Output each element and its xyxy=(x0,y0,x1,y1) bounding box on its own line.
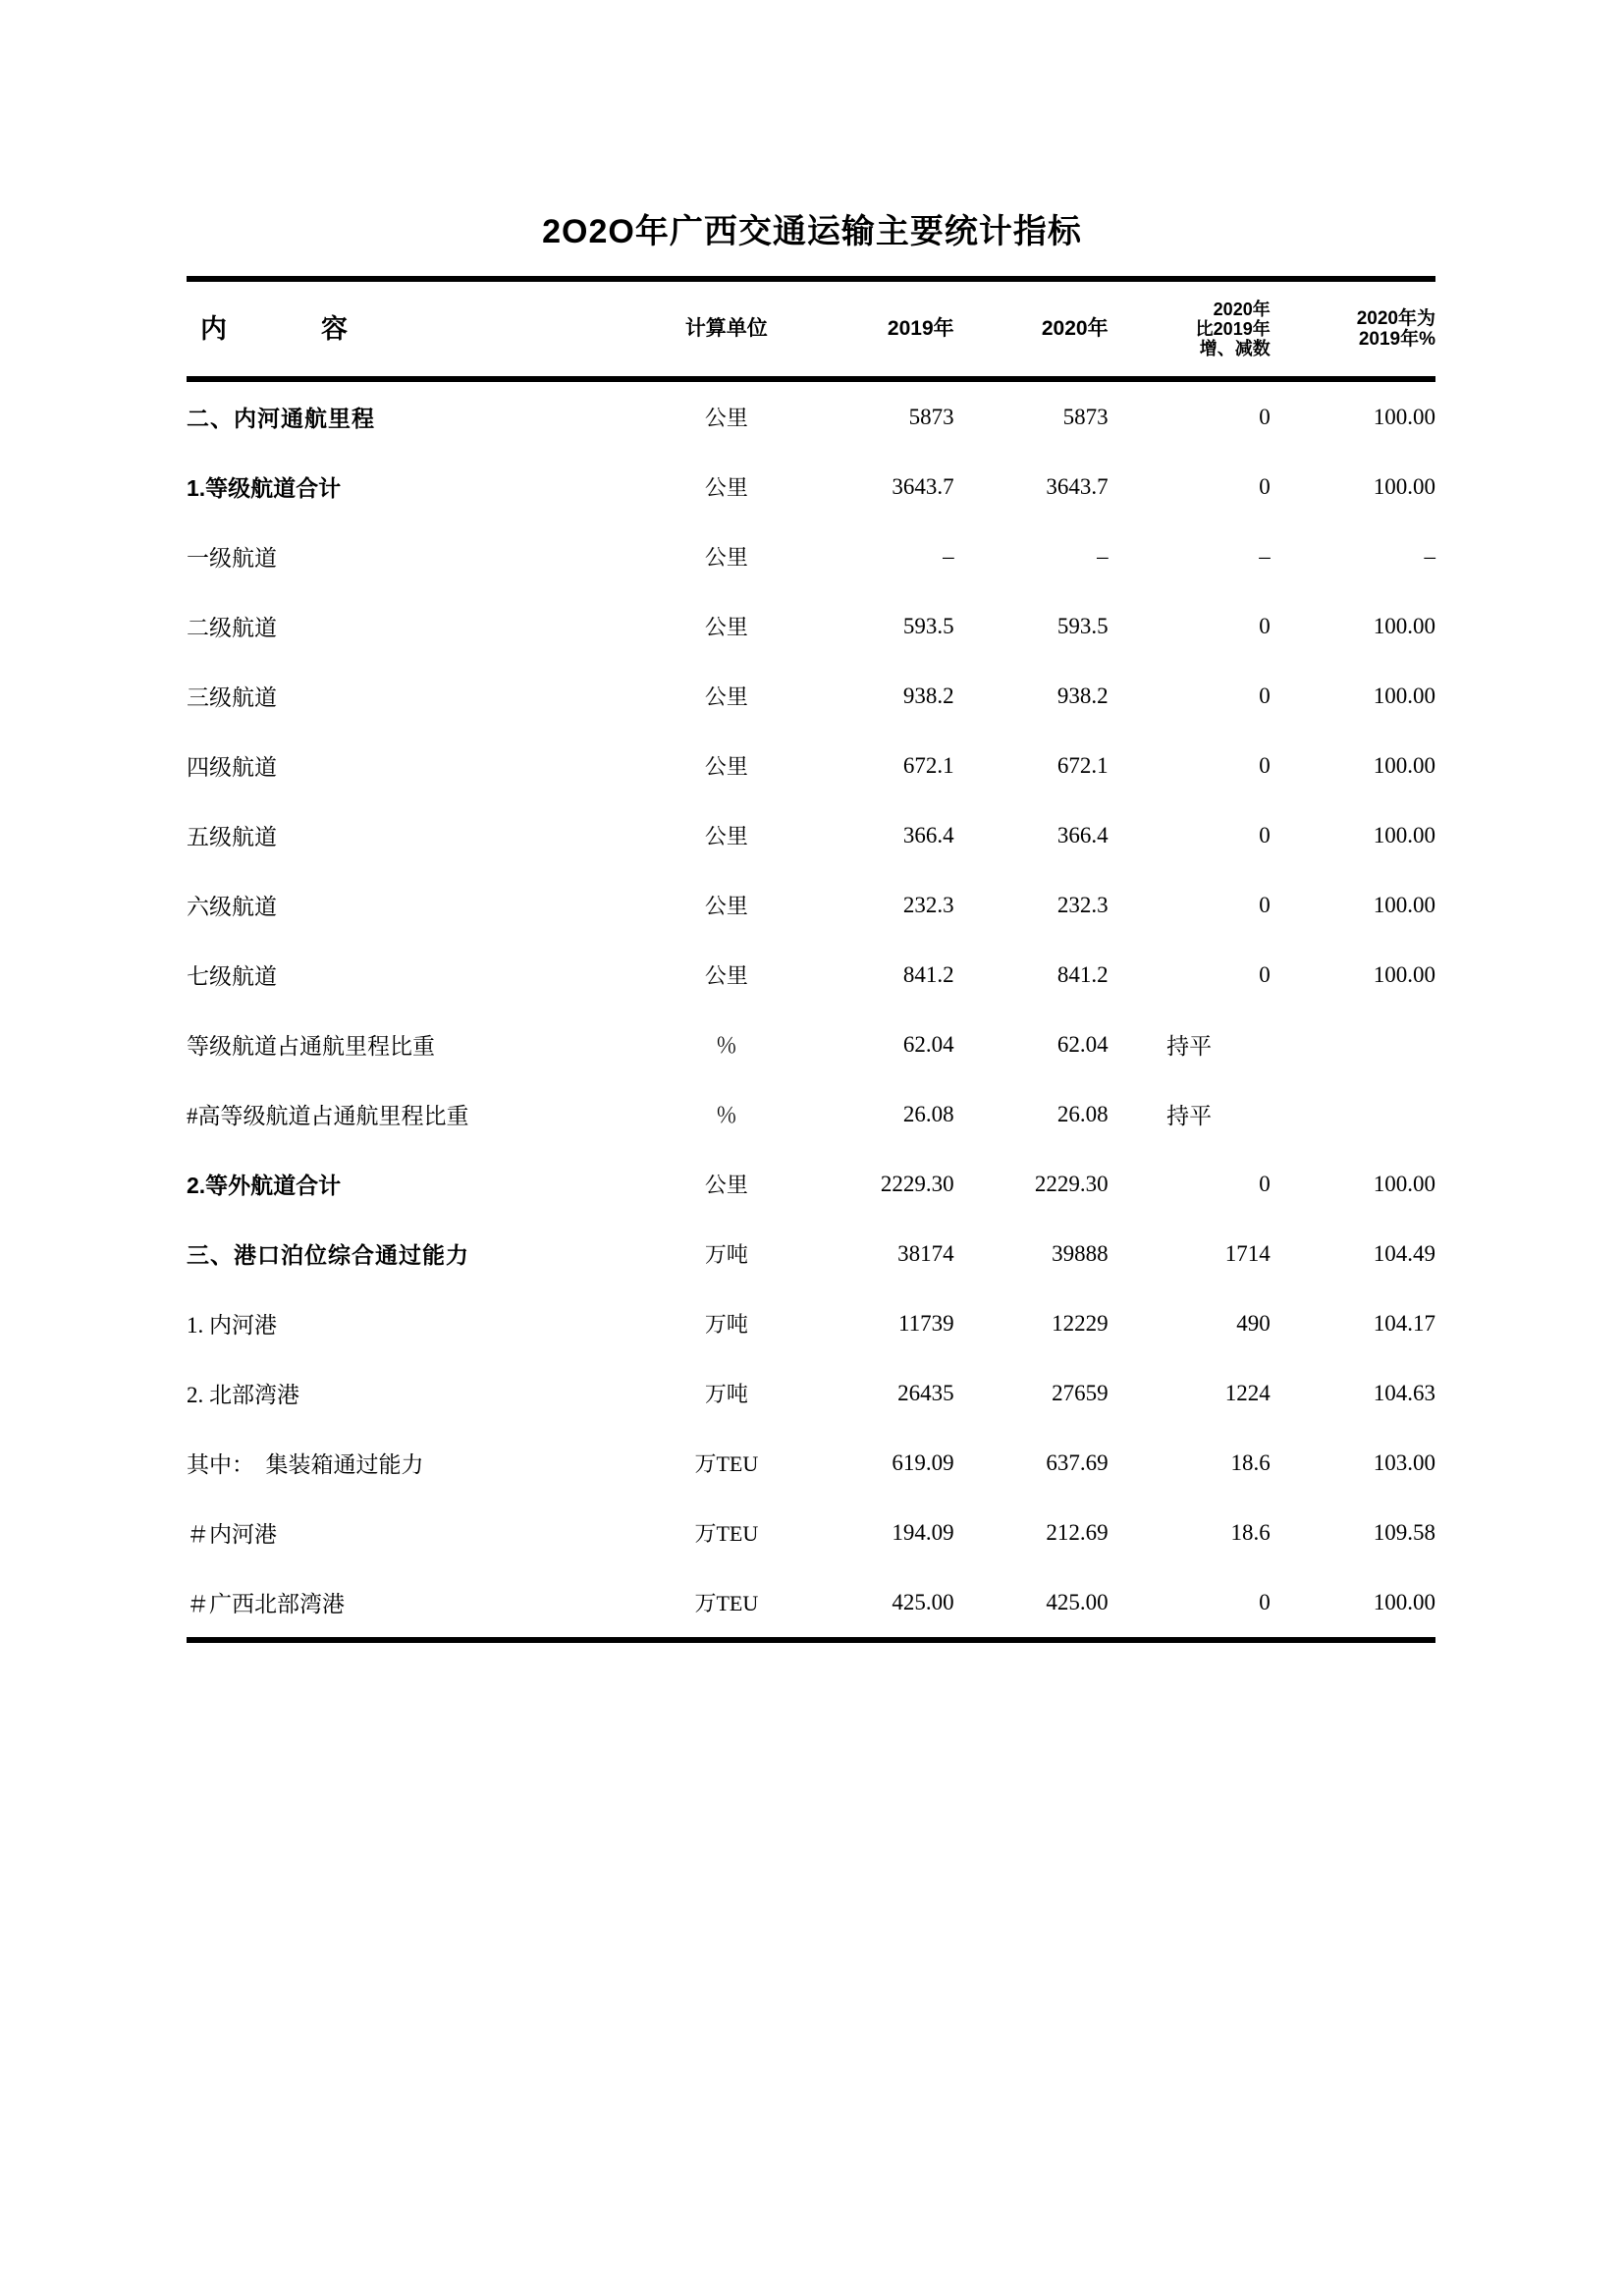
row-value-2020: 26.08 xyxy=(1056,1101,1109,1126)
row-value-2019: 38174 xyxy=(897,1240,954,1266)
row-value-2020: 366.4 xyxy=(1056,822,1109,847)
row-value-difference: 0 xyxy=(1259,822,1271,847)
row-unit: 公里 xyxy=(704,754,748,779)
row-label: 一级航道 xyxy=(187,546,277,571)
table-row xyxy=(187,1498,1435,1567)
table-row xyxy=(187,591,1435,661)
row-value-2019: 26.08 xyxy=(902,1101,954,1126)
row-label: 三级航道 xyxy=(187,685,277,710)
row-value-2019: 5873 xyxy=(908,404,954,429)
row-value-difference: – xyxy=(1259,543,1271,569)
header-unit: 计算单位 xyxy=(645,279,808,379)
table-row xyxy=(187,1010,1435,1079)
table-body xyxy=(187,379,1435,1640)
table-row xyxy=(187,1567,1435,1640)
row-label: 其中： 集装箱通过能力 xyxy=(187,1452,424,1477)
row-value-2020: 425.00 xyxy=(954,1567,1109,1640)
row-value-2020: 637.69 xyxy=(1046,1449,1109,1475)
header-difference-line-3: 增、减数 xyxy=(1199,339,1271,359)
row-label: 2. 北部湾港 xyxy=(187,1383,299,1407)
row-label: #高等级航道占通航里程比重 xyxy=(187,1104,469,1128)
row-value-2019: – xyxy=(943,543,954,569)
row-unit: 万TEU xyxy=(645,1567,808,1640)
row-label: 1.等级航道合计 xyxy=(187,475,342,501)
row-value-percent: 100.00 xyxy=(1271,1567,1435,1640)
row-unit: 万TEU xyxy=(694,1521,759,1546)
row-value-difference: 1714 xyxy=(1224,1240,1271,1266)
row-label: ＃内河港 xyxy=(187,1522,277,1547)
row-unit: 万吨 xyxy=(704,1382,748,1406)
row-value-2020: 62.04 xyxy=(1056,1031,1109,1057)
row-value-2020: 938.2 xyxy=(1056,683,1109,708)
page-title: 2O2O年广西交通运输主要统计指标 xyxy=(542,213,1082,250)
row-value-difference: 0 xyxy=(1259,961,1271,987)
row-value-2019: 26435 xyxy=(897,1380,954,1405)
row-value-2019: 3643.7 xyxy=(892,473,954,499)
row-value-2019: 366.4 xyxy=(902,822,954,847)
row-value-difference: 0 xyxy=(1259,404,1271,429)
row-value-2019: 194.09 xyxy=(892,1519,954,1545)
row-unit: 公里 xyxy=(704,406,748,430)
row-value-percent: 104.49 xyxy=(1373,1240,1435,1266)
header-content: 内 容 xyxy=(187,279,645,379)
row-label: 四级航道 xyxy=(187,755,277,780)
table-row xyxy=(187,1288,1435,1358)
row-value-difference: 持平 xyxy=(1166,1104,1213,1128)
row-label: 七级航道 xyxy=(187,964,277,989)
header-difference-line-2: 比2019年 xyxy=(1195,318,1271,339)
row-value-2020: 5873 xyxy=(1062,404,1109,429)
row-value-2020: 2229.30 xyxy=(1034,1171,1109,1196)
row-unit: 公里 xyxy=(704,475,748,500)
row-value-difference: 490 xyxy=(1236,1310,1271,1336)
header-row xyxy=(187,279,1435,379)
table-row xyxy=(187,379,1435,452)
row-unit: ％ xyxy=(715,1033,737,1058)
row-value-percent: 100.00 xyxy=(1373,752,1435,778)
row-value-2019: 425.00 xyxy=(808,1567,954,1640)
row-unit: 公里 xyxy=(704,684,748,709)
row-value-2020: 3643.7 xyxy=(1046,473,1109,499)
row-value-2019: 938.2 xyxy=(902,683,954,708)
row-value-difference: 0 xyxy=(1259,683,1271,708)
row-value-percent: 100.00 xyxy=(1373,1171,1435,1196)
row-value-2020: 841.2 xyxy=(1056,961,1109,987)
table-row xyxy=(187,452,1435,521)
row-value-2020: 232.3 xyxy=(1056,892,1109,917)
row-value-percent: 104.17 xyxy=(1373,1310,1435,1336)
table-row xyxy=(187,800,1435,870)
table-row xyxy=(187,1219,1435,1288)
table-row xyxy=(187,940,1435,1010)
table-row xyxy=(187,1079,1435,1149)
statistics-table-container xyxy=(187,276,1435,1643)
row-unit: ％ xyxy=(715,1103,737,1127)
row-value-2020: 27659 xyxy=(1052,1380,1109,1405)
row-value-difference: 18.6 xyxy=(1230,1519,1271,1545)
header-year-2019: 2019年 xyxy=(808,279,954,379)
row-value-percent: 100.00 xyxy=(1373,473,1435,499)
row-value-2019: 62.04 xyxy=(902,1031,954,1057)
row-label: 六级航道 xyxy=(187,895,277,919)
row-value-difference: 0 xyxy=(1259,613,1271,638)
row-value-percent: 100.00 xyxy=(1373,961,1435,987)
table-row xyxy=(187,1428,1435,1498)
row-value-percent: 100.00 xyxy=(1373,683,1435,708)
row-label: 二、内河通航里程 xyxy=(187,406,375,431)
row-value-difference: 1224 xyxy=(1224,1380,1271,1405)
table-row xyxy=(187,870,1435,940)
header-year-2020: 2020年 xyxy=(954,279,1109,379)
table-row xyxy=(187,1358,1435,1428)
row-label: 等级航道占通航里程比重 xyxy=(187,1034,435,1059)
row-label: ＃广西北部湾港 xyxy=(187,1567,645,1640)
table-row xyxy=(187,661,1435,731)
row-label: 1. 内河港 xyxy=(187,1313,277,1338)
row-value-2019: 593.5 xyxy=(902,613,954,638)
row-value-difference: 0 xyxy=(1259,1171,1271,1196)
row-unit: 公里 xyxy=(704,615,748,639)
table-row xyxy=(187,521,1435,591)
header-percent-line-2: 2019年% xyxy=(1358,329,1435,350)
row-value-2019: 619.09 xyxy=(892,1449,954,1475)
row-value-percent: 100.00 xyxy=(1373,822,1435,847)
row-value-2020: – xyxy=(1097,543,1109,569)
statistics-table xyxy=(187,276,1435,1643)
row-value-percent: 103.00 xyxy=(1373,1449,1435,1475)
row-value-percent: 100.00 xyxy=(1373,892,1435,917)
header-percent xyxy=(1271,279,1435,379)
row-value-percent: – xyxy=(1424,543,1435,569)
row-unit: 万TEU xyxy=(694,1451,759,1476)
row-unit: 公里 xyxy=(704,824,748,848)
header-difference-line-1: 2020年 xyxy=(1213,299,1271,319)
row-unit: 公里 xyxy=(704,1173,748,1197)
row-value-percent: 100.00 xyxy=(1373,404,1435,429)
header-percent-line-1: 2020年为 xyxy=(1356,307,1435,329)
row-value-difference: 18.6 xyxy=(1230,1449,1271,1475)
row-value-2020: 672.1 xyxy=(1056,752,1109,778)
header-difference xyxy=(1109,279,1271,379)
row-value-difference: 0 xyxy=(1259,892,1271,917)
row-value-2020: 212.69 xyxy=(1046,1519,1109,1545)
row-value-2019: 2229.30 xyxy=(880,1171,954,1196)
row-value-percent: 109.58 xyxy=(1373,1519,1435,1545)
row-value-2019: 11739 xyxy=(897,1310,954,1336)
row-unit: 公里 xyxy=(704,963,748,988)
row-value-2020: 39888 xyxy=(1052,1240,1109,1266)
row-label: 2.等外航道合计 xyxy=(187,1173,342,1198)
row-unit: 公里 xyxy=(704,894,748,918)
row-value-percent xyxy=(1271,1079,1435,1149)
table-header xyxy=(187,279,1435,379)
row-value-percent xyxy=(1271,1010,1435,1079)
row-label: 三、港口泊位综合通过能力 xyxy=(187,1242,469,1268)
row-value-2019: 841.2 xyxy=(902,961,954,987)
row-value-difference: 0 xyxy=(1259,752,1271,778)
row-value-difference: 持平 xyxy=(1166,1034,1213,1059)
table-row xyxy=(187,731,1435,800)
row-value-difference: 0 xyxy=(1259,473,1271,499)
row-value-difference: 0 xyxy=(1109,1567,1271,1640)
table-row xyxy=(187,1149,1435,1219)
row-value-2020: 12229 xyxy=(1052,1310,1109,1336)
row-value-percent: 104.63 xyxy=(1373,1380,1435,1405)
row-unit: 万吨 xyxy=(704,1242,748,1267)
row-value-percent: 100.00 xyxy=(1373,613,1435,638)
row-unit: 万吨 xyxy=(704,1312,748,1337)
row-label: 五级航道 xyxy=(187,825,277,849)
row-unit: 公里 xyxy=(704,545,748,570)
row-label: 二级航道 xyxy=(187,616,277,640)
row-value-2020: 593.5 xyxy=(1056,613,1109,638)
row-value-2019: 672.1 xyxy=(902,752,954,778)
row-value-2019: 232.3 xyxy=(902,892,954,917)
